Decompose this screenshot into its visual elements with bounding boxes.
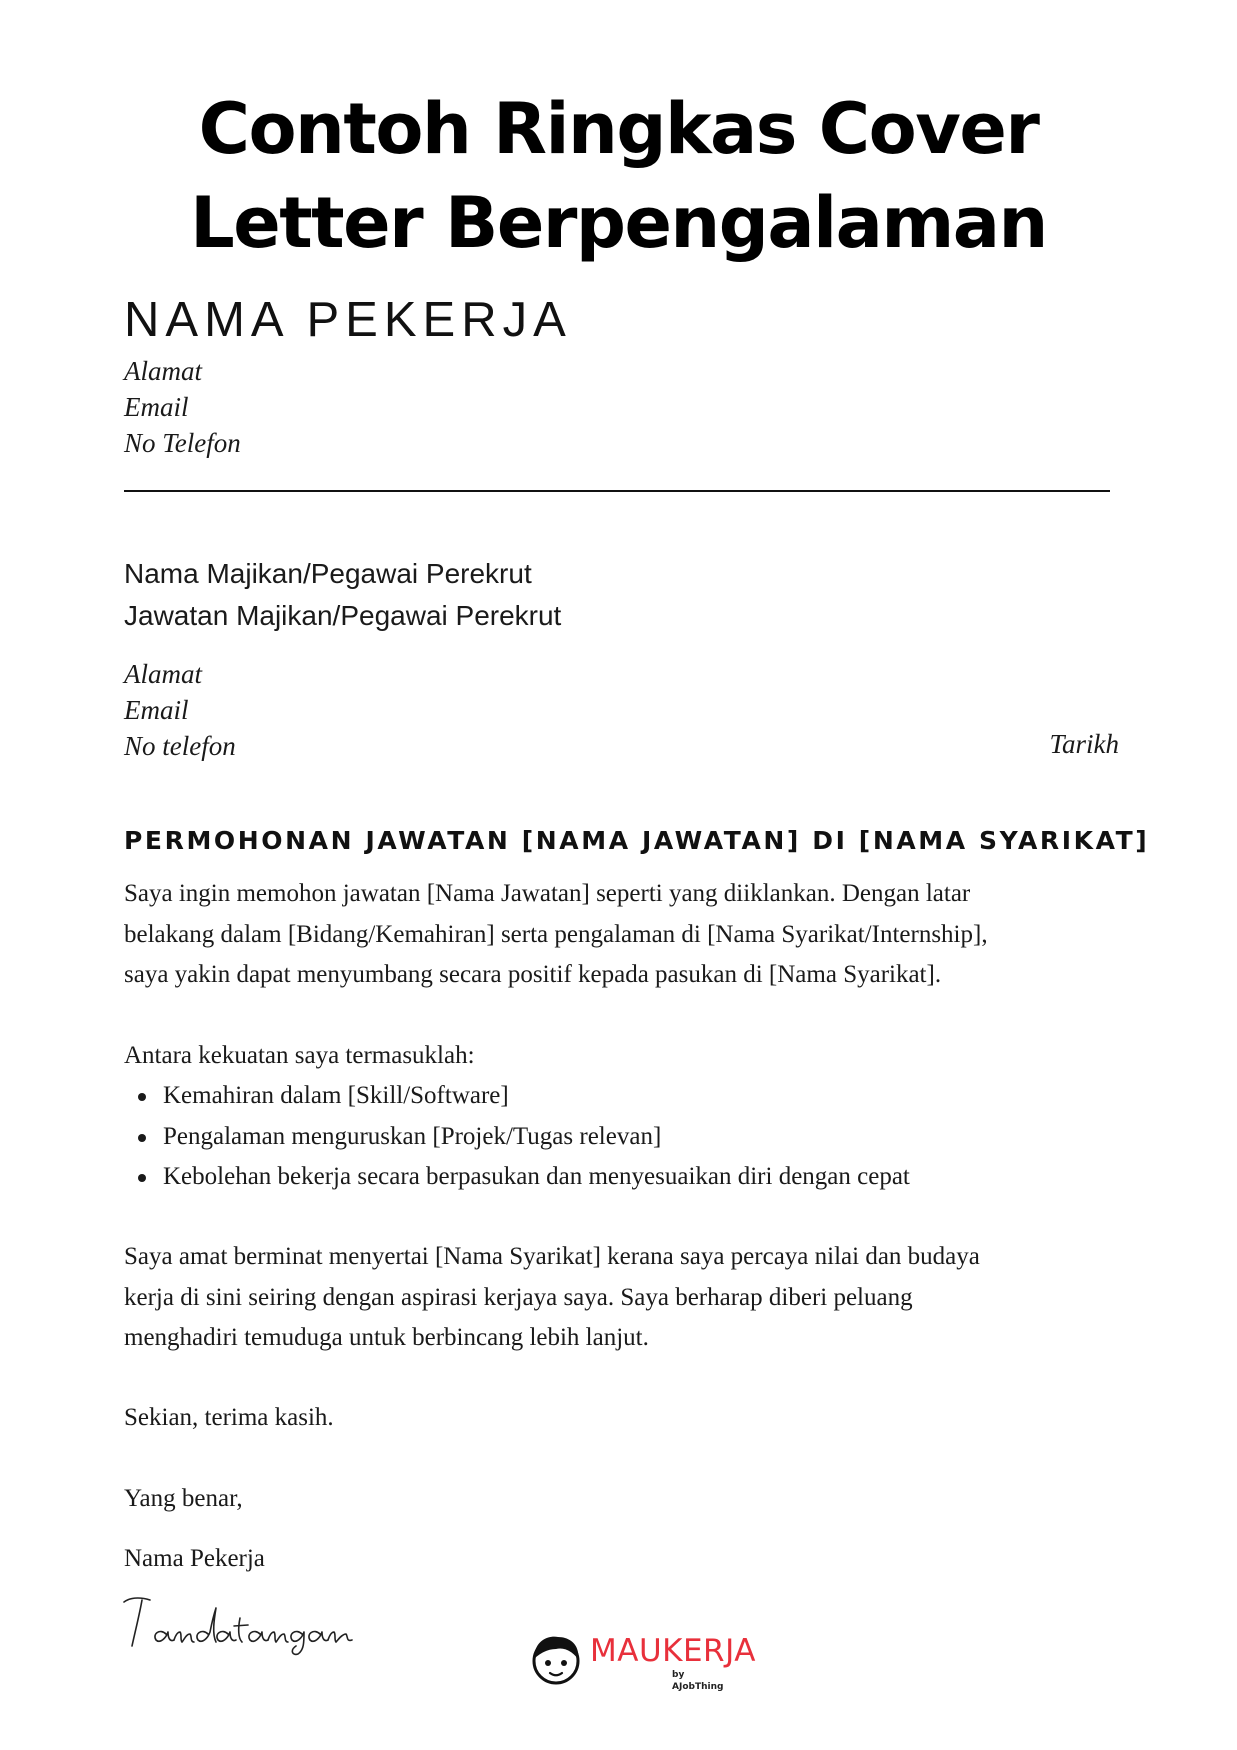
- list-item: [124, 1157, 910, 1198]
- list-item-text: Kemahiran dalam [Skill/Software]: [163, 1082, 509, 1109]
- bullet-icon: [138, 1174, 146, 1182]
- paragraph-line: Saya amat berminat menyertai [Nama Syarikat] kerana saya percaya nilai dan budaya: [124, 1243, 980, 1270]
- divider: [124, 490, 1110, 492]
- logo-wordmark: MAUKERJA: [590, 1633, 756, 1669]
- recipient-name: Nama Majikan/Pegawai Perekrut: [124, 558, 532, 589]
- list-item-text: Kebolehan bekerja secara berpasukan dan menyesuaikan diri dengan cepat: [163, 1163, 910, 1190]
- list-item-text: Pengalaman menguruskan [Projek/Tugas relevan]: [163, 1122, 662, 1150]
- bullet-icon: [138, 1134, 146, 1142]
- list-item: [124, 1117, 910, 1158]
- strengths-intro: Antara kekuatan saya termasuklah:: [124, 1042, 475, 1069]
- title-line-1: Contoh Ringkas Cover: [198, 88, 1039, 170]
- closing-line: Sekian, terima kasih.: [124, 1404, 334, 1431]
- sender-email: Email: [124, 392, 189, 422]
- paragraph-line: Saya ingin memohon jawatan [Nama Jawatan] seperti yang diiklankan. Dengan latar: [124, 880, 971, 907]
- recipient-contact: [124, 656, 236, 764]
- handwritten-signature: [118, 1588, 358, 1658]
- letter-subject: PERMOHONAN JAWATAN [NAMA JAWATAN] DI [NAMA SYARIKAT]: [124, 826, 1150, 855]
- recipient-address: Alamat: [124, 659, 202, 689]
- letter-date: Tarikh: [1049, 729, 1119, 759]
- paragraph-line: menghadiri temuduga untuk berbincang lebih lanjut.: [124, 1324, 649, 1351]
- recipient-email: Email: [124, 695, 189, 725]
- page-title: [0, 82, 1237, 270]
- list-item: [124, 1076, 910, 1117]
- logo-tagline: by AJobThing: [672, 1670, 724, 1692]
- paragraph-line: saya yakin dapat menyumbang secara positif kepada pasukan di [Nama Syarikat].: [124, 961, 942, 988]
- paragraph-intro: [124, 874, 1124, 996]
- paragraph-line: belakang dalam [Bidang/Kemahiran] serta pengalaman di [Nama Syarikat/Internship],: [124, 920, 988, 948]
- sender-address: Alamat: [124, 356, 202, 386]
- sender-phone: No Telefon: [124, 428, 241, 458]
- sender-name: NAMA PEKERJA: [124, 293, 572, 347]
- paragraph-line: kerja di sini seiring dengan aspirasi kerjaya saya. Saya berharap diberi peluang: [124, 1283, 913, 1311]
- strengths-list: [124, 1076, 910, 1198]
- recipient-position: Jawatan Majikan/Pegawai Perekrut: [124, 600, 562, 631]
- maukerja-logo: [528, 1631, 756, 1692]
- mascot-face-icon: [528, 1631, 584, 1687]
- paragraph-interest: [124, 1237, 1124, 1359]
- title-line-2: Letter Berpengalaman: [190, 182, 1047, 264]
- sender-contact: [124, 353, 241, 461]
- recipient-phone: No telefon: [124, 731, 236, 761]
- bullet-icon: [138, 1093, 146, 1101]
- recipient-block: [124, 553, 561, 637]
- regards-line: Yang benar,: [124, 1485, 243, 1512]
- signer-name: Nama Pekerja: [124, 1545, 265, 1572]
